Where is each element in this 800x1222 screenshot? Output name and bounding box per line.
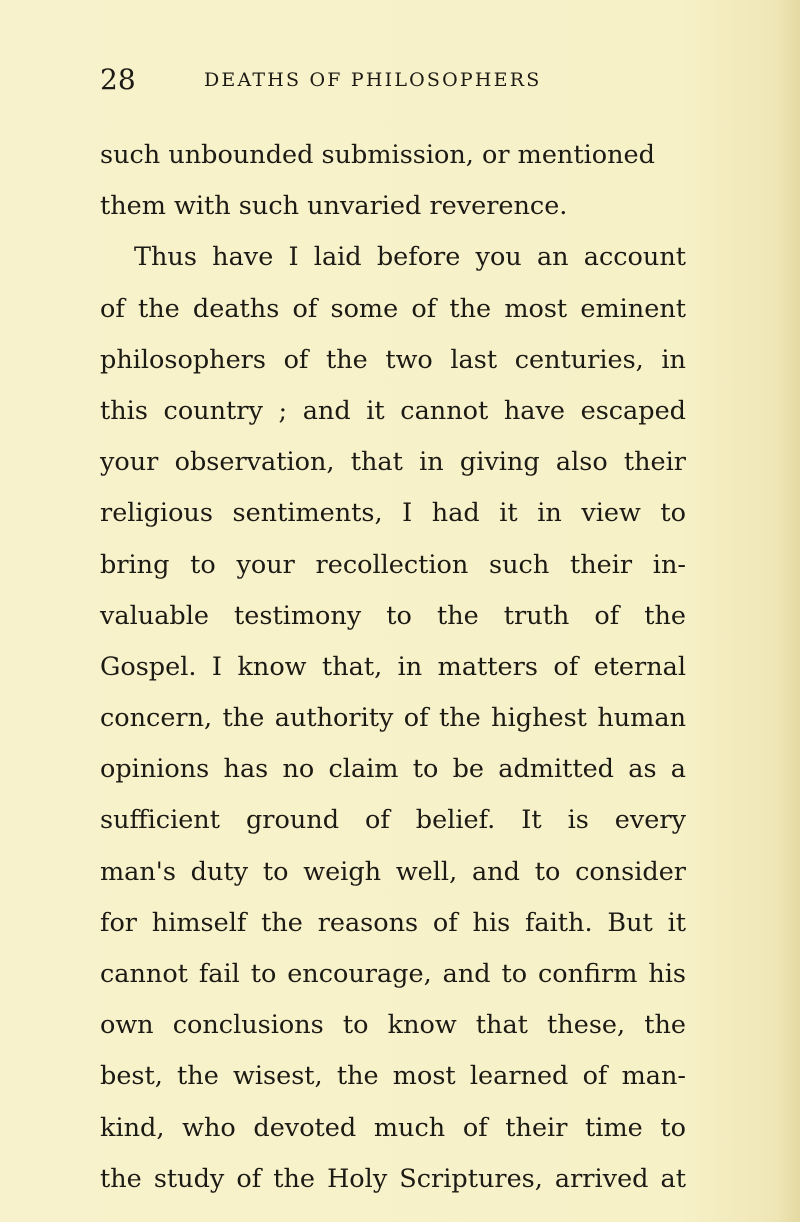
text-line: own conclusions to know that these, the <box>100 1010 686 1041</box>
text-line: cannot fail to encourage, and to confirm his <box>100 959 686 989</box>
text-line: for himself the reasons of his faith. But it <box>100 907 686 938</box>
text-line: man's duty to weigh well, and to consider <box>100 856 686 887</box>
text-line: Thus have I laid before you an account <box>134 242 686 273</box>
text-line: concern, the authority of the highest human <box>100 703 686 734</box>
text-line: best, the wisest, the most learned of man- <box>100 1061 686 1092</box>
text-line: opinions has no claim to be admitted as a <box>100 754 686 785</box>
text-line: religious sentiments, I had it in view to <box>100 498 686 529</box>
page-number: 28 <box>100 63 136 96</box>
text-line: this country ; and it cannot have escaped <box>100 395 686 426</box>
body-text <box>100 130 686 1205</box>
text-line: sufficient ground of belief. It is every <box>100 805 686 836</box>
page-header <box>100 60 720 100</box>
running-head: DEATHS OF PHILOSOPHERS <box>204 69 542 91</box>
text-line: of the deaths of some of the most eminent <box>100 293 686 324</box>
text-line: Gospel. I know that, in matters of eternal <box>100 651 686 682</box>
text-line: philosophers of the two last centuries, in <box>100 344 686 375</box>
text-line: kind, who devoted much of their time to <box>100 1112 686 1143</box>
text-line: the study of the Holy Scriptures, arrived at <box>100 1163 686 1194</box>
text-line: your observation, that in giving also their <box>100 447 686 478</box>
text-line: such unbounded submission, or mentioned <box>100 140 655 170</box>
text-line: them with such unvaried reverence. <box>100 191 568 222</box>
text-line: valuable testimony to the truth of the <box>100 600 686 631</box>
text-line: bring to your recollection such their in- <box>100 549 686 580</box>
